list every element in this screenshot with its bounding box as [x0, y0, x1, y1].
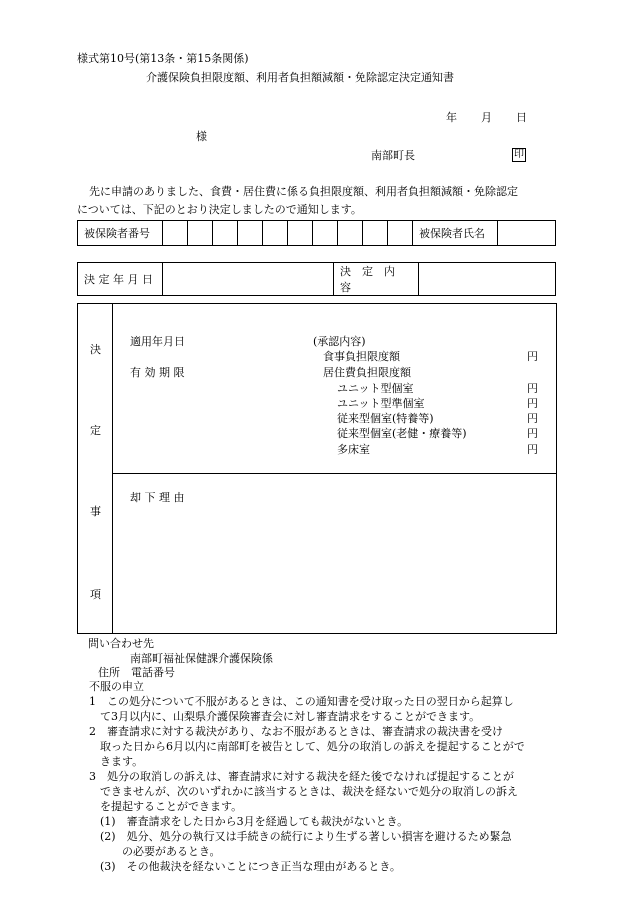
- addressee-suffix: 様: [196, 130, 207, 143]
- residence-limit-label: 居住費負担限度額: [323, 366, 411, 379]
- yen-unit: 円: [527, 382, 538, 395]
- decision-vertical-char: 決: [90, 343, 101, 356]
- appeal-heading: 不服の申立: [89, 680, 144, 693]
- insured-name-label: 被保険者氏名: [413, 221, 498, 246]
- validity-label: 有 効 期 限: [130, 366, 185, 379]
- yen-unit: 円: [527, 443, 538, 456]
- date-month-label: 月: [481, 111, 492, 124]
- date-day-label: 日: [516, 111, 527, 124]
- insured-number-cell[interactable]: [263, 221, 288, 246]
- appeal-line: 取った日から6月以内に南部町を被告として、処分の取消しの訴えを提起することがで: [89, 740, 525, 753]
- intro-line-1: 先に申請のありました、食費・居住費に係る負担限度額、利用者負担額減額・免除認定: [89, 185, 518, 198]
- contact-department: 南部町福祉保健課介護保険係: [130, 652, 273, 665]
- appeal-line: (1) 審査請求をした日から3月を経過しても裁決がないとき。: [89, 815, 409, 828]
- insured-info-table: [77, 220, 556, 246]
- insured-number-cell[interactable]: [388, 221, 413, 246]
- room-row: [337, 397, 538, 412]
- appeal-line: できませんが、次のいずれかに該当するときは、裁決を経ないで処分の取消しの訴え: [89, 785, 518, 798]
- approval-header: (承認内容): [313, 335, 366, 348]
- insured-number-cell[interactable]: [288, 221, 313, 246]
- appeal-line: 1 この処分について不服があるときは、この通知書を受け取った日の翌日から起算し: [89, 695, 514, 708]
- yen-unit: 円: [527, 397, 538, 410]
- food-limit-row: [323, 350, 538, 365]
- date-year-label: 年: [446, 111, 457, 124]
- room-type-label: 多床室: [337, 443, 370, 456]
- decision-date-field[interactable]: [163, 263, 334, 296]
- yen-unit: 円: [527, 412, 538, 425]
- room-row: [337, 412, 538, 427]
- appeal-line: (2) 処分、処分の執行又は手続きの続行により生ずる著しい損害を避けるため緊急: [89, 830, 512, 843]
- form-number: 様式第10号(第13条・第15条関係): [77, 52, 249, 65]
- document-title: 介護保険負担限度額、利用者負担額減額・免除認定決定通知書: [146, 71, 454, 84]
- appeal-line: を提起することができます。: [89, 800, 243, 813]
- decision-content-label: 決 定 内 容: [334, 263, 419, 296]
- decision-box-separator: [112, 473, 556, 474]
- contact-address-phone: 住所 電話番号: [98, 666, 175, 679]
- room-row: [337, 427, 538, 442]
- rejection-reason-label: 却 下 理 由: [130, 491, 185, 504]
- effective-date-label: 適用年月日: [130, 335, 185, 348]
- insured-number-cell[interactable]: [338, 221, 363, 246]
- room-type-label: ユニット型個室: [337, 382, 414, 395]
- appeal-line: 2 審査請求に対する裁決があり、なお不服があるときは、審査請求の裁決書を受け: [89, 725, 503, 738]
- seal-stamp: 印: [514, 149, 524, 160]
- room-row: [337, 443, 538, 458]
- room-type-label: 従来型個室(特養等): [337, 412, 434, 425]
- decision-info-table: [77, 262, 556, 296]
- appeal-line: て3月以内に、山梨県介護保険審査会に対し審査請求をすることができます。: [89, 710, 481, 723]
- intro-line-2: については、下記のとおり決定しましたので通知します。: [77, 203, 362, 216]
- room-row: [337, 382, 538, 397]
- room-type-label: 従来型個室(老健・療養等): [337, 427, 467, 440]
- insured-number-cell[interactable]: [188, 221, 213, 246]
- decision-content-field[interactable]: [419, 263, 556, 296]
- decision-vertical-char: 事: [90, 505, 101, 518]
- insured-number-cell[interactable]: [163, 221, 188, 246]
- yen-unit: 円: [527, 427, 538, 440]
- insured-number-cell[interactable]: [213, 221, 238, 246]
- appeal-line: きます。: [89, 755, 144, 768]
- insured-number-cell[interactable]: [238, 221, 263, 246]
- decision-vertical-char: 定: [90, 424, 101, 437]
- insured-number-label: 被保険者番号: [78, 221, 163, 246]
- food-limit-label: 食事負担限度額: [323, 350, 400, 363]
- insured-name-field[interactable]: [498, 221, 556, 246]
- decision-date-label: 決 定 年 月 日: [78, 263, 163, 296]
- room-type-label: ユニット型準個室: [337, 397, 425, 410]
- yen-unit: 円: [527, 350, 538, 363]
- contact-heading: 問い合わせ先: [88, 637, 154, 650]
- insured-number-cell[interactable]: [363, 221, 388, 246]
- appeal-line: の必要があるとき。: [89, 845, 221, 858]
- issuer-name: 南部町長: [371, 149, 415, 162]
- appeal-line: (3) その他裁決を経ないことにつき正当な理由があるとき。: [89, 860, 401, 873]
- insured-number-cell[interactable]: [313, 221, 338, 246]
- decision-box-divider: [112, 303, 113, 633]
- decision-vertical-char: 項: [90, 588, 101, 601]
- appeal-line: 3 処分の取消しの訴えは、審査請求に対する裁決を経た後でなければ提起することが: [89, 770, 514, 783]
